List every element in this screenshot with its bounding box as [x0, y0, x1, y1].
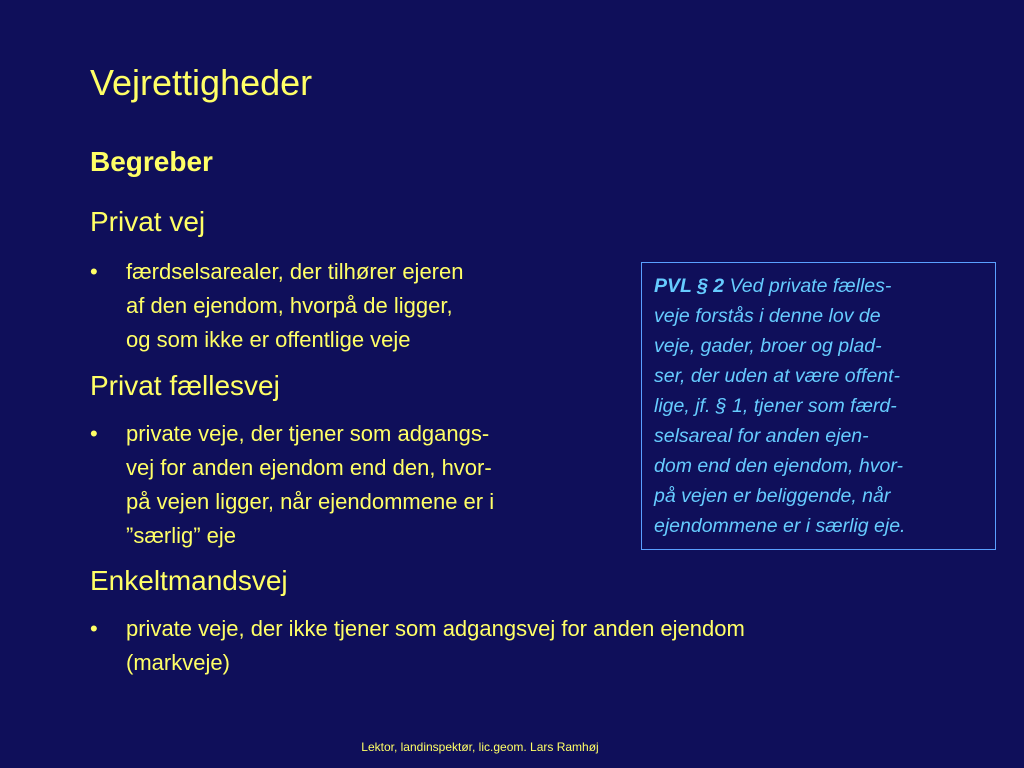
law-reference: PVL § 2: [654, 275, 725, 297]
bullet-line: af den ejendom, hvorpå de ligger,: [126, 293, 453, 318]
law-quote-line: ser, der uden at være offent-: [654, 365, 901, 387]
bullet-line: (markveje): [126, 650, 230, 675]
law-quote-line: lige, jf. § 1, tjener som færd-: [654, 395, 897, 417]
bullet-line: færdselsarealer, der tilhører ejeren: [126, 259, 464, 284]
bullet-privat-faellesvej: [90, 417, 494, 553]
slide-title: Vejrettigheder: [90, 62, 313, 103]
law-quote-line: [654, 271, 985, 301]
section-heading-enkeltmandsvej: Enkeltmandsvej: [90, 565, 288, 596]
bullet-dot: •: [90, 421, 98, 446]
footer-author: Lektor, landinspektør, lic.geom. Lars Ramhøj: [361, 740, 599, 754]
bullet-line: private veje, der tjener som adgangs-: [126, 421, 490, 446]
law-quote-line: veje forstås i denne lov de: [654, 305, 881, 327]
bullet-line: private veje, der ikke tjener som adgangsvej for anden ejendom: [126, 616, 745, 641]
section-heading-privat-vej: Privat vej: [90, 206, 206, 237]
bullet-line: og som ikke er offentlige veje: [126, 327, 411, 352]
bullet-dot: •: [90, 259, 98, 284]
bullet-privat-vej: [90, 255, 463, 357]
subheading: Begreber: [90, 146, 213, 177]
law-quote-box: [641, 262, 996, 550]
law-quote-line: dom end den ejendom, hvor-: [654, 455, 903, 477]
bullet-enkeltmandsvej: [90, 612, 745, 680]
law-quote-line: ejendommene er i særlig eje.: [654, 515, 906, 537]
bullet-line: på vejen ligger, når ejendommene er i: [126, 489, 495, 514]
law-quote-text: Ved private fælles-: [724, 275, 892, 297]
law-quote-line: på vejen er beliggende, når: [654, 485, 891, 507]
section-heading-privat-faellesvej: Privat fællesvej: [90, 370, 280, 401]
bullet-line: ”særlig” eje: [126, 523, 237, 548]
bullet-line: vej for anden ejendom end den, hvor-: [126, 455, 492, 480]
bullet-dot: •: [90, 616, 98, 641]
law-quote-line: selsareal for anden ejen-: [654, 425, 869, 447]
law-quote-line: veje, gader, broer og plad-: [654, 335, 882, 357]
